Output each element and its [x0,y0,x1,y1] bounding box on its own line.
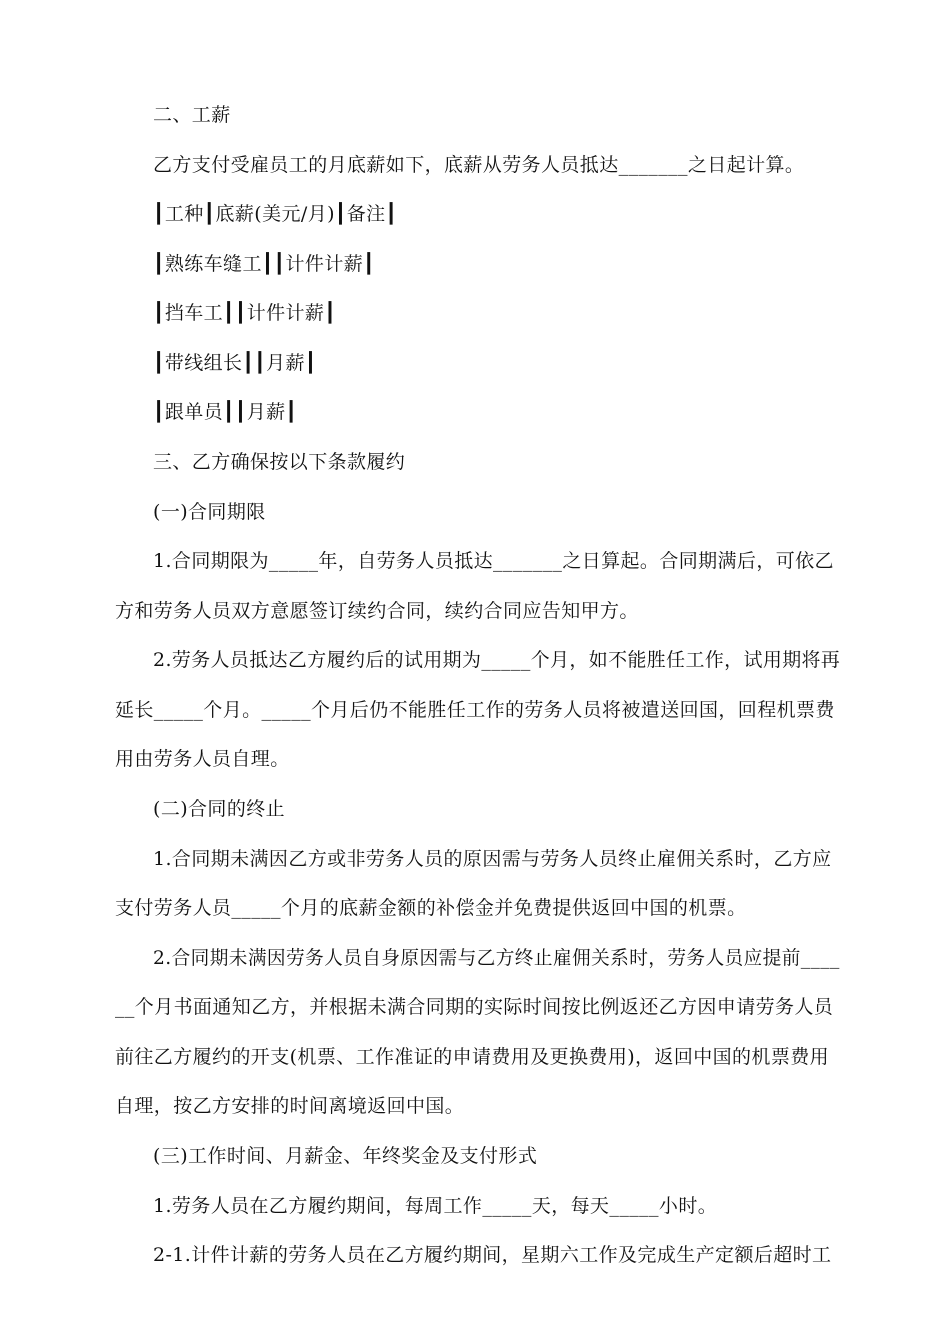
paragraph-line: 前往乙方履约的开支(机票、工作准证的申请费用及更换费用)，返回中国的机票费用 [115,1046,830,1068]
salary-table-row: ┃跟单员┃┃月薪┃ [153,401,298,423]
subsection-heading-termination: (二)合同的终止 [153,798,286,820]
paragraph-line: 用由劳务人员自理。 [115,748,290,770]
paragraph-line: 1.合同期限为_____年，自劳务人员抵达_______之日算起。合同期满后，可依乙 [153,550,834,572]
paragraph-line: __个月书面通知乙方，并根据未满合同期的实际时间按比例返还乙方因申请劳务人员 [115,996,834,1018]
paragraph-base-salary: 乙方支付受雇员工的月底薪如下，底薪从劳务人员抵达_______之日起计算。 [153,154,805,176]
salary-table-row: ┃带线组长┃┃月薪┃ [153,352,317,374]
paragraph-line: 2.合同期未满因劳务人员自身原因需与乙方终止雇佣关系时，劳务人员应提前____ [153,947,840,969]
paragraph-line: 1.合同期未满因乙方或非劳务人员的原因需与劳务人员终止雇佣关系时，乙方应 [153,848,832,870]
paragraph-line: 延长_____个月。_____个月后仍不能胜任工作的劳务人员将被遣送回国，回程机票费 [115,699,835,721]
paragraph-line: 方和劳务人员双方意愿签订续约合同，续约合同应告知甲方。 [115,600,639,622]
salary-table-header-row: ┃工种┃底薪(美元/月)┃备注┃ [153,203,398,225]
salary-table-row: ┃挡车工┃┃计件计薪┃ [153,302,337,324]
section-heading-terms: 三、乙方确保按以下条款履约 [153,451,406,473]
subsection-heading-working-hours: (三)工作时间、月薪金、年终奖金及支付形式 [153,1145,538,1167]
paragraph-line: 支付劳务人员_____个月的底薪金额的补偿金并免费提供返回中国的机票。 [115,897,747,919]
section-heading-wages: 二、工薪 [153,104,231,126]
paragraph-line: 自理，按乙方安排的时间离境返回中国。 [115,1095,465,1117]
paragraph-line: 1.劳务人员在乙方履约期间，每周工作_____天，每天_____小时。 [153,1195,718,1217]
paragraph-line: 2.劳务人员抵达乙方履约后的试用期为_____个月，如不能胜任工作，试用期将再 [153,649,841,671]
paragraph-line: 2-1.计件计薪的劳务人员在乙方履约期间，星期六工作及完成生产定额后超时工 [153,1244,832,1266]
salary-table-row: ┃熟练车缝工┃┃计件计薪┃ [153,253,375,275]
subsection-heading-contract-term: (一)合同期限 [153,501,266,523]
